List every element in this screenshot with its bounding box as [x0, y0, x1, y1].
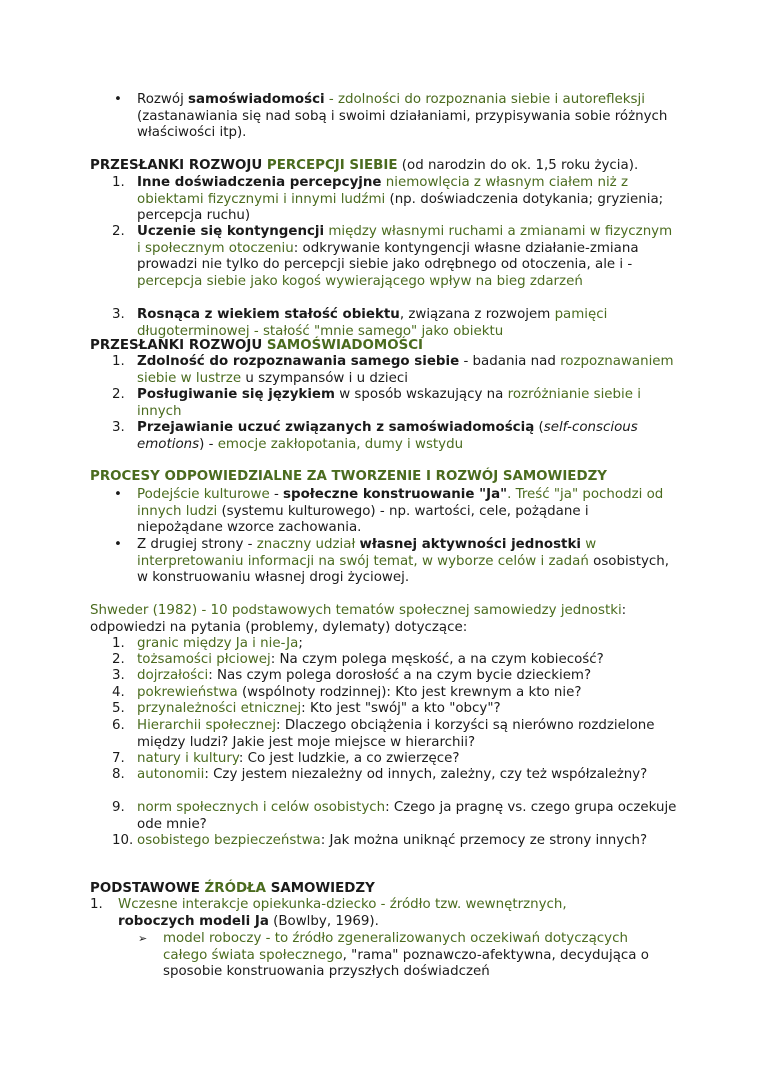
heading-self-awareness: PRZESŁANKI ROZWOJU SAMOŚWIADOMOŚCI: [90, 338, 424, 353]
list-item: 1. Inne doświadczenia percepcyjne niemowlęcia z własnym ciałem niż z obiektami fizycznymi i innymi ludźmi (np. doświadczenia dotykania; gryzienia; percepcja ruchu): [112, 175, 664, 224]
list-item: 3. Przejawianie uczuć związanych z samoświadomością (self-conscious emotions) - emocje zakłopotania, dumy i wstydu: [112, 420, 638, 452]
heading-processes: PROCESY ODPOWIEDZIALNE ZA TWORZENIE I ROZWÓJ SAMOWIEDZY: [90, 469, 607, 484]
list-item: 10. osobistego bezpieczeństwa: Jak można uniknąć przemocy ze strony innych?: [112, 833, 648, 848]
bullet-item: • Rozwój samoświadomości - zdolności do rozpoznania siebie i autorefleksji (zastanawiania się nad sobą i swoimi działaniami, przypisywania sobie różnych właściwości itp).: [114, 92, 668, 141]
list-item: 2. Uczenie się kontyngencji między własnymi ruchami a zmianami w fizycznym i społecznym otoczeniu: odkrywanie kontyngencji własne działanie-zmiana prowadzi nie tylko do percepcji siebie jako odrębnego od otoczenia, ale i - percepcja siebie jako kogoś wywierającego wpływ na bieg zdarzeń: [112, 224, 673, 289]
list-item: 9. norm społecznych i celów osobistych: Czego ja pragnę vs. czego grupa oczekuje ode mnie?: [112, 800, 677, 832]
bullet-item: • Podejście kulturowe - społeczne konstruowanie "Ja". Treść "ja" pochodzi od innych ludzi (systemu kulturowego) - np. wartości, cele, pożądane i niepożądane wzorce zachowania.: [114, 487, 664, 536]
list-item: 4. pokrewieństwa (wspólnoty rodzinnej): Kto jest krewnym a kto nie?: [112, 685, 582, 700]
list-item: 2. tożsamości płciowej: Na czym polega męskość, a na czym kobiecość?: [112, 652, 604, 667]
list-item: 3. Rosnąca z wiekiem stałość obiektu, związana z rozwojem pamięci długoterminowej - stałość "mnie samego" jako obiektu: [112, 307, 608, 339]
list-item: 7. natury i kultury: Co jest ludzkie, a co zwierzęce?: [112, 751, 460, 766]
list-item-continuation: roboczych modeli Ja (Bowlby, 1969).: [118, 914, 379, 929]
bullet-icon: •: [114, 487, 122, 502]
bullet-icon: •: [114, 537, 122, 552]
shweder-paragraph: Shweder (1982) - 10 podstawowych tematów społecznej samowiedzy jednostki: odpowiedzi na pytania (problemy, dylematy) dotyczące:: [90, 603, 627, 635]
list-item: 3. dojrzałości: Nas czym polega dorosłość a na czym bycie dzieckiem?: [112, 668, 592, 683]
list-item: 6. Hierarchii społecznej: Dlaczego obciążenia i korzyści są nierówno rozdzielone między ludzi? Jakie jest moje miejsce w hierarchii?: [112, 718, 655, 750]
list-item: 1. granic między Ja i nie-Ja;: [112, 636, 303, 651]
arrow-bullet-icon: ➢: [138, 932, 148, 945]
list-item: 1. Zdolność do rozpoznawania samego siebie - badania nad rozpoznawaniem siebie w lustrze u szympansów i u dzieci: [112, 354, 674, 386]
heading-perception: PRZESŁANKI ROZWOJU PERCEPCJI SIEBIE (od narodzin do ok. 1,5 roku życia).: [90, 158, 639, 173]
list-item: 1. Wczesne interakcje opiekunka-dziecko - źródło tzw. wewnętrznych, roboczych modeli Ja (Bowlby, 1969).: [90, 897, 690, 914]
list-item: 5. przynależności etnicznej: Kto jest "swój" a kto "obcy"?: [112, 701, 501, 716]
bullet-icon: •: [114, 92, 122, 107]
list-item: 2. Posługiwanie się językiem w sposób wskazujący na rozróżnianie siebie i innych: [112, 387, 641, 419]
list-item: 8. autonomii: Czy jestem niezależny od innych, zależny, czy też współzależny?: [112, 767, 648, 782]
heading-sources: PODSTAWOWE ŹRÓDŁA SAMOWIEDZY: [90, 881, 375, 896]
bullet-item: • Z drugiej strony - znaczny udział własnej aktywności jednostki w interpretowaniu informacji na swój temat, w wyborze celów i zadań osobistych, w konstruowaniu własnej drogi życiowej.: [114, 537, 669, 586]
arrow-item: ➢ model roboczy - to źródło zgeneralizowanych oczekiwań dotyczących całego świata społecznego, "rama" poznawczo-afektywna, decydująca o sposobie konstruowania przyszłych doświadczeń: [138, 931, 649, 980]
